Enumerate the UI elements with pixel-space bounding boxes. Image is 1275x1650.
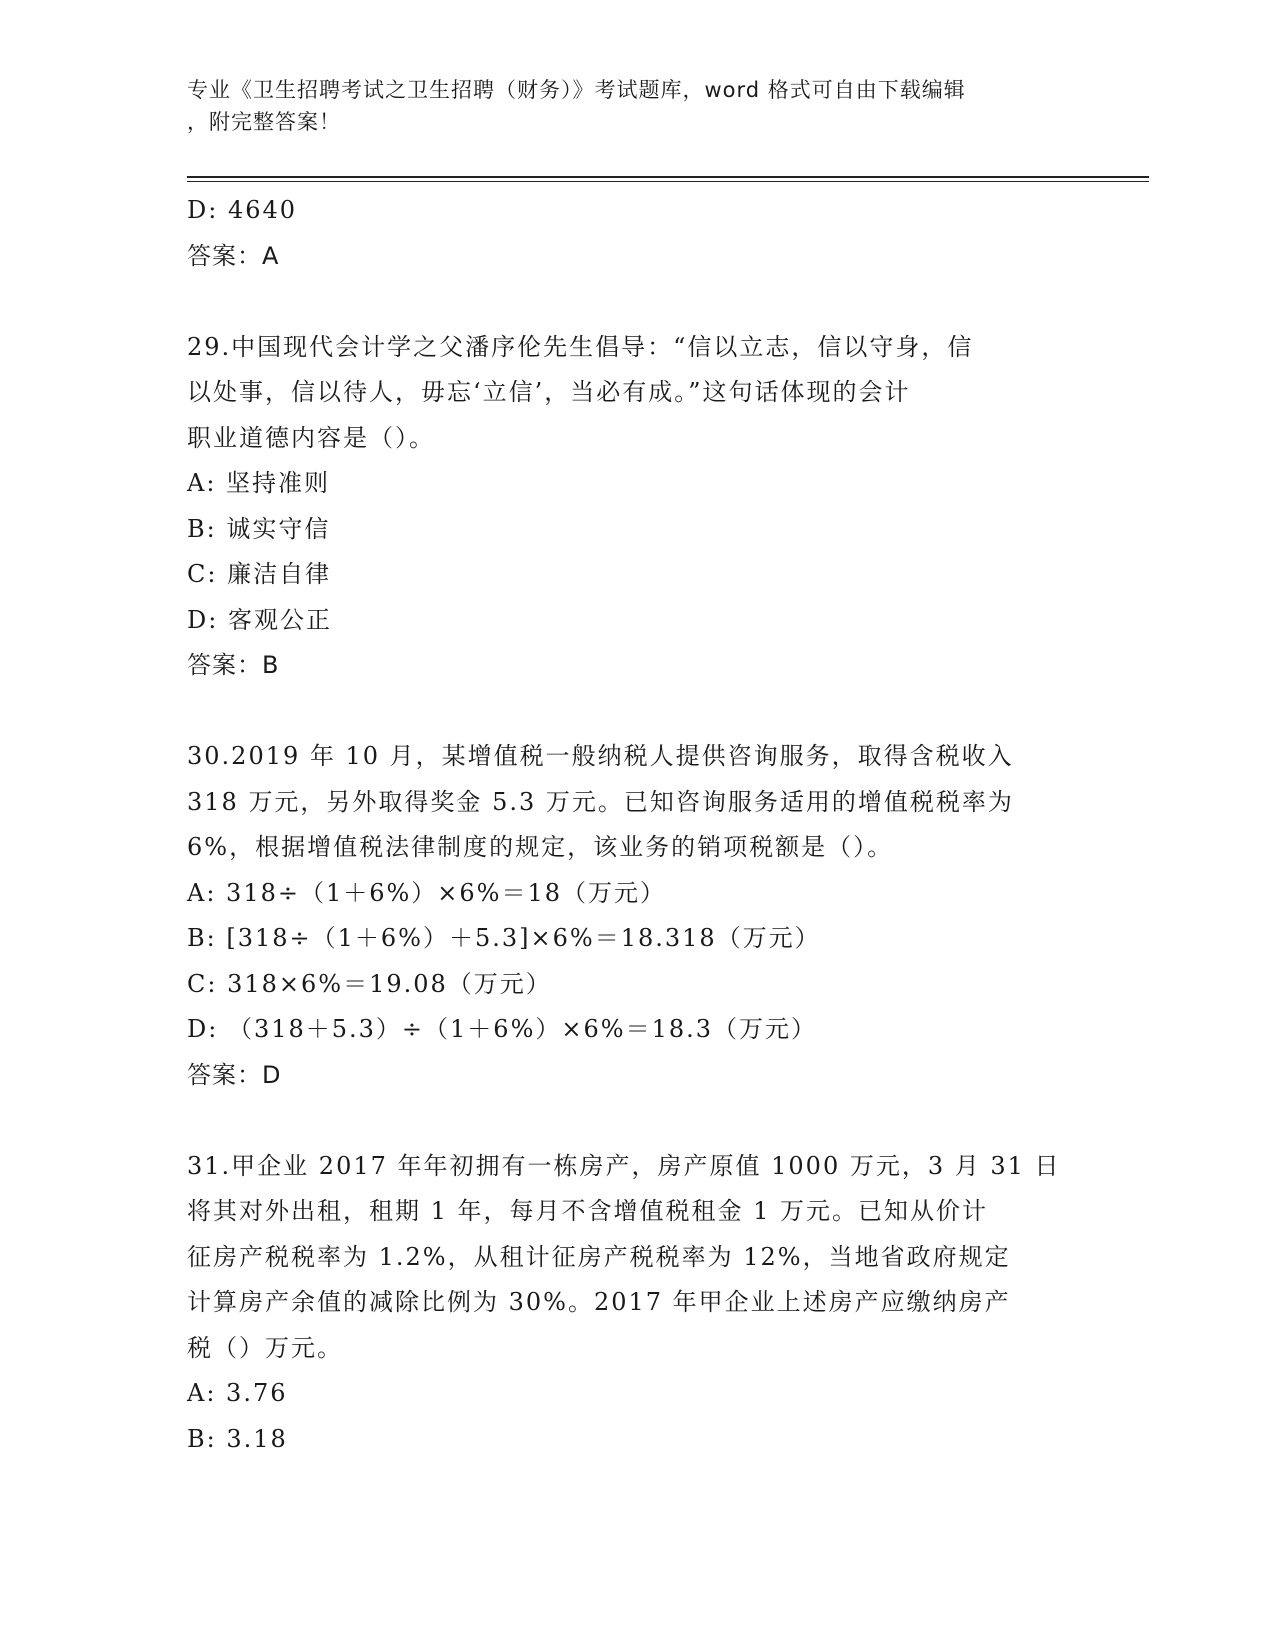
question-stem-line: 将其对外出租，租期 1 年，每月不含增值税租金 1 万元。已知从价计 bbox=[187, 1197, 989, 1225]
question-stem-line: 征房产税税率为 1.2%，从租计征房产税税率为 12%，当地省政府规定 bbox=[187, 1242, 1011, 1271]
question-content bbox=[187, 188, 1087, 1462]
option-c: C: 318×6%＝19.08（万元） bbox=[187, 969, 552, 998]
question-stem-line: 计算房产余值的减除比例为 30%。2017 年甲企业上述房产应缴纳房产 bbox=[187, 1288, 1011, 1316]
question-stem-line: 税（）万元。 bbox=[187, 1333, 343, 1362]
question-stem-line: 31.甲企业 2017 年年初拥有一栋房产，房产原值 1000 万元，3 月 31 日 bbox=[187, 1151, 1061, 1180]
answer: 答案：D bbox=[187, 1060, 282, 1089]
option-c: C: 廉洁自律 bbox=[187, 560, 332, 588]
header-rule-thin bbox=[187, 181, 1149, 182]
option-b: B: 3.18 bbox=[187, 1424, 288, 1453]
question-stem-line: 6%，根据增值税法律制度的规定，该业务的销项税额是（）。 bbox=[187, 833, 894, 861]
question-29 bbox=[187, 325, 1087, 689]
option-b: B: 诚实守信 bbox=[187, 514, 331, 543]
spacer bbox=[187, 1098, 1087, 1144]
question-stem-line: 职业道德内容是（）。 bbox=[187, 423, 435, 452]
question-stem-line: 29.中国现代会计学之父潘序伦先生倡导：“信以立志，信以守身，信 bbox=[187, 332, 974, 361]
option-d: D: （318＋5.3）÷（1＋6%）×6%＝18.3（万元） bbox=[187, 1015, 818, 1043]
question-30 bbox=[187, 734, 1087, 1098]
option-d: D: 客观公正 bbox=[187, 605, 332, 634]
option-a: A: 坚持准则 bbox=[187, 469, 331, 497]
question-stem-line: 30.2019 年 10 月，某增值税一般纳税人提供咨询服务，取得含税收入 bbox=[187, 742, 1014, 770]
document-header bbox=[187, 74, 1067, 138]
question-31 bbox=[187, 1144, 1087, 1463]
prev-answer: 答案：A bbox=[187, 241, 280, 270]
answer: 答案：B bbox=[187, 651, 280, 679]
option-a: A: 318÷（1＋6%）×6%＝18（万元） bbox=[187, 878, 667, 907]
option-a: A: 3.76 bbox=[187, 1379, 288, 1407]
spacer bbox=[187, 279, 1087, 325]
question-stem-line: 以处事，信以待人，毋忘‘立信’，当必有成。”这句话体现的会计 bbox=[187, 378, 911, 406]
question-stem-line: 318 万元，另外取得奖金 5.3 万元。已知咨询服务适用的增值税税率为 bbox=[187, 787, 1014, 816]
header-rule-thick bbox=[187, 176, 1149, 178]
header-line-1: 专业《卫生招聘考试之卫生招聘（财务）》考试题库，word 格式可自由下载编辑 bbox=[187, 78, 966, 102]
option-b: B: [318÷（1＋6%）＋5.3]×6%＝18.318（万元） bbox=[187, 924, 821, 952]
header-line-2: ，附完整答案！ bbox=[187, 110, 341, 134]
prev-option-d: D: 4640 bbox=[187, 196, 298, 224]
spacer bbox=[187, 689, 1087, 735]
